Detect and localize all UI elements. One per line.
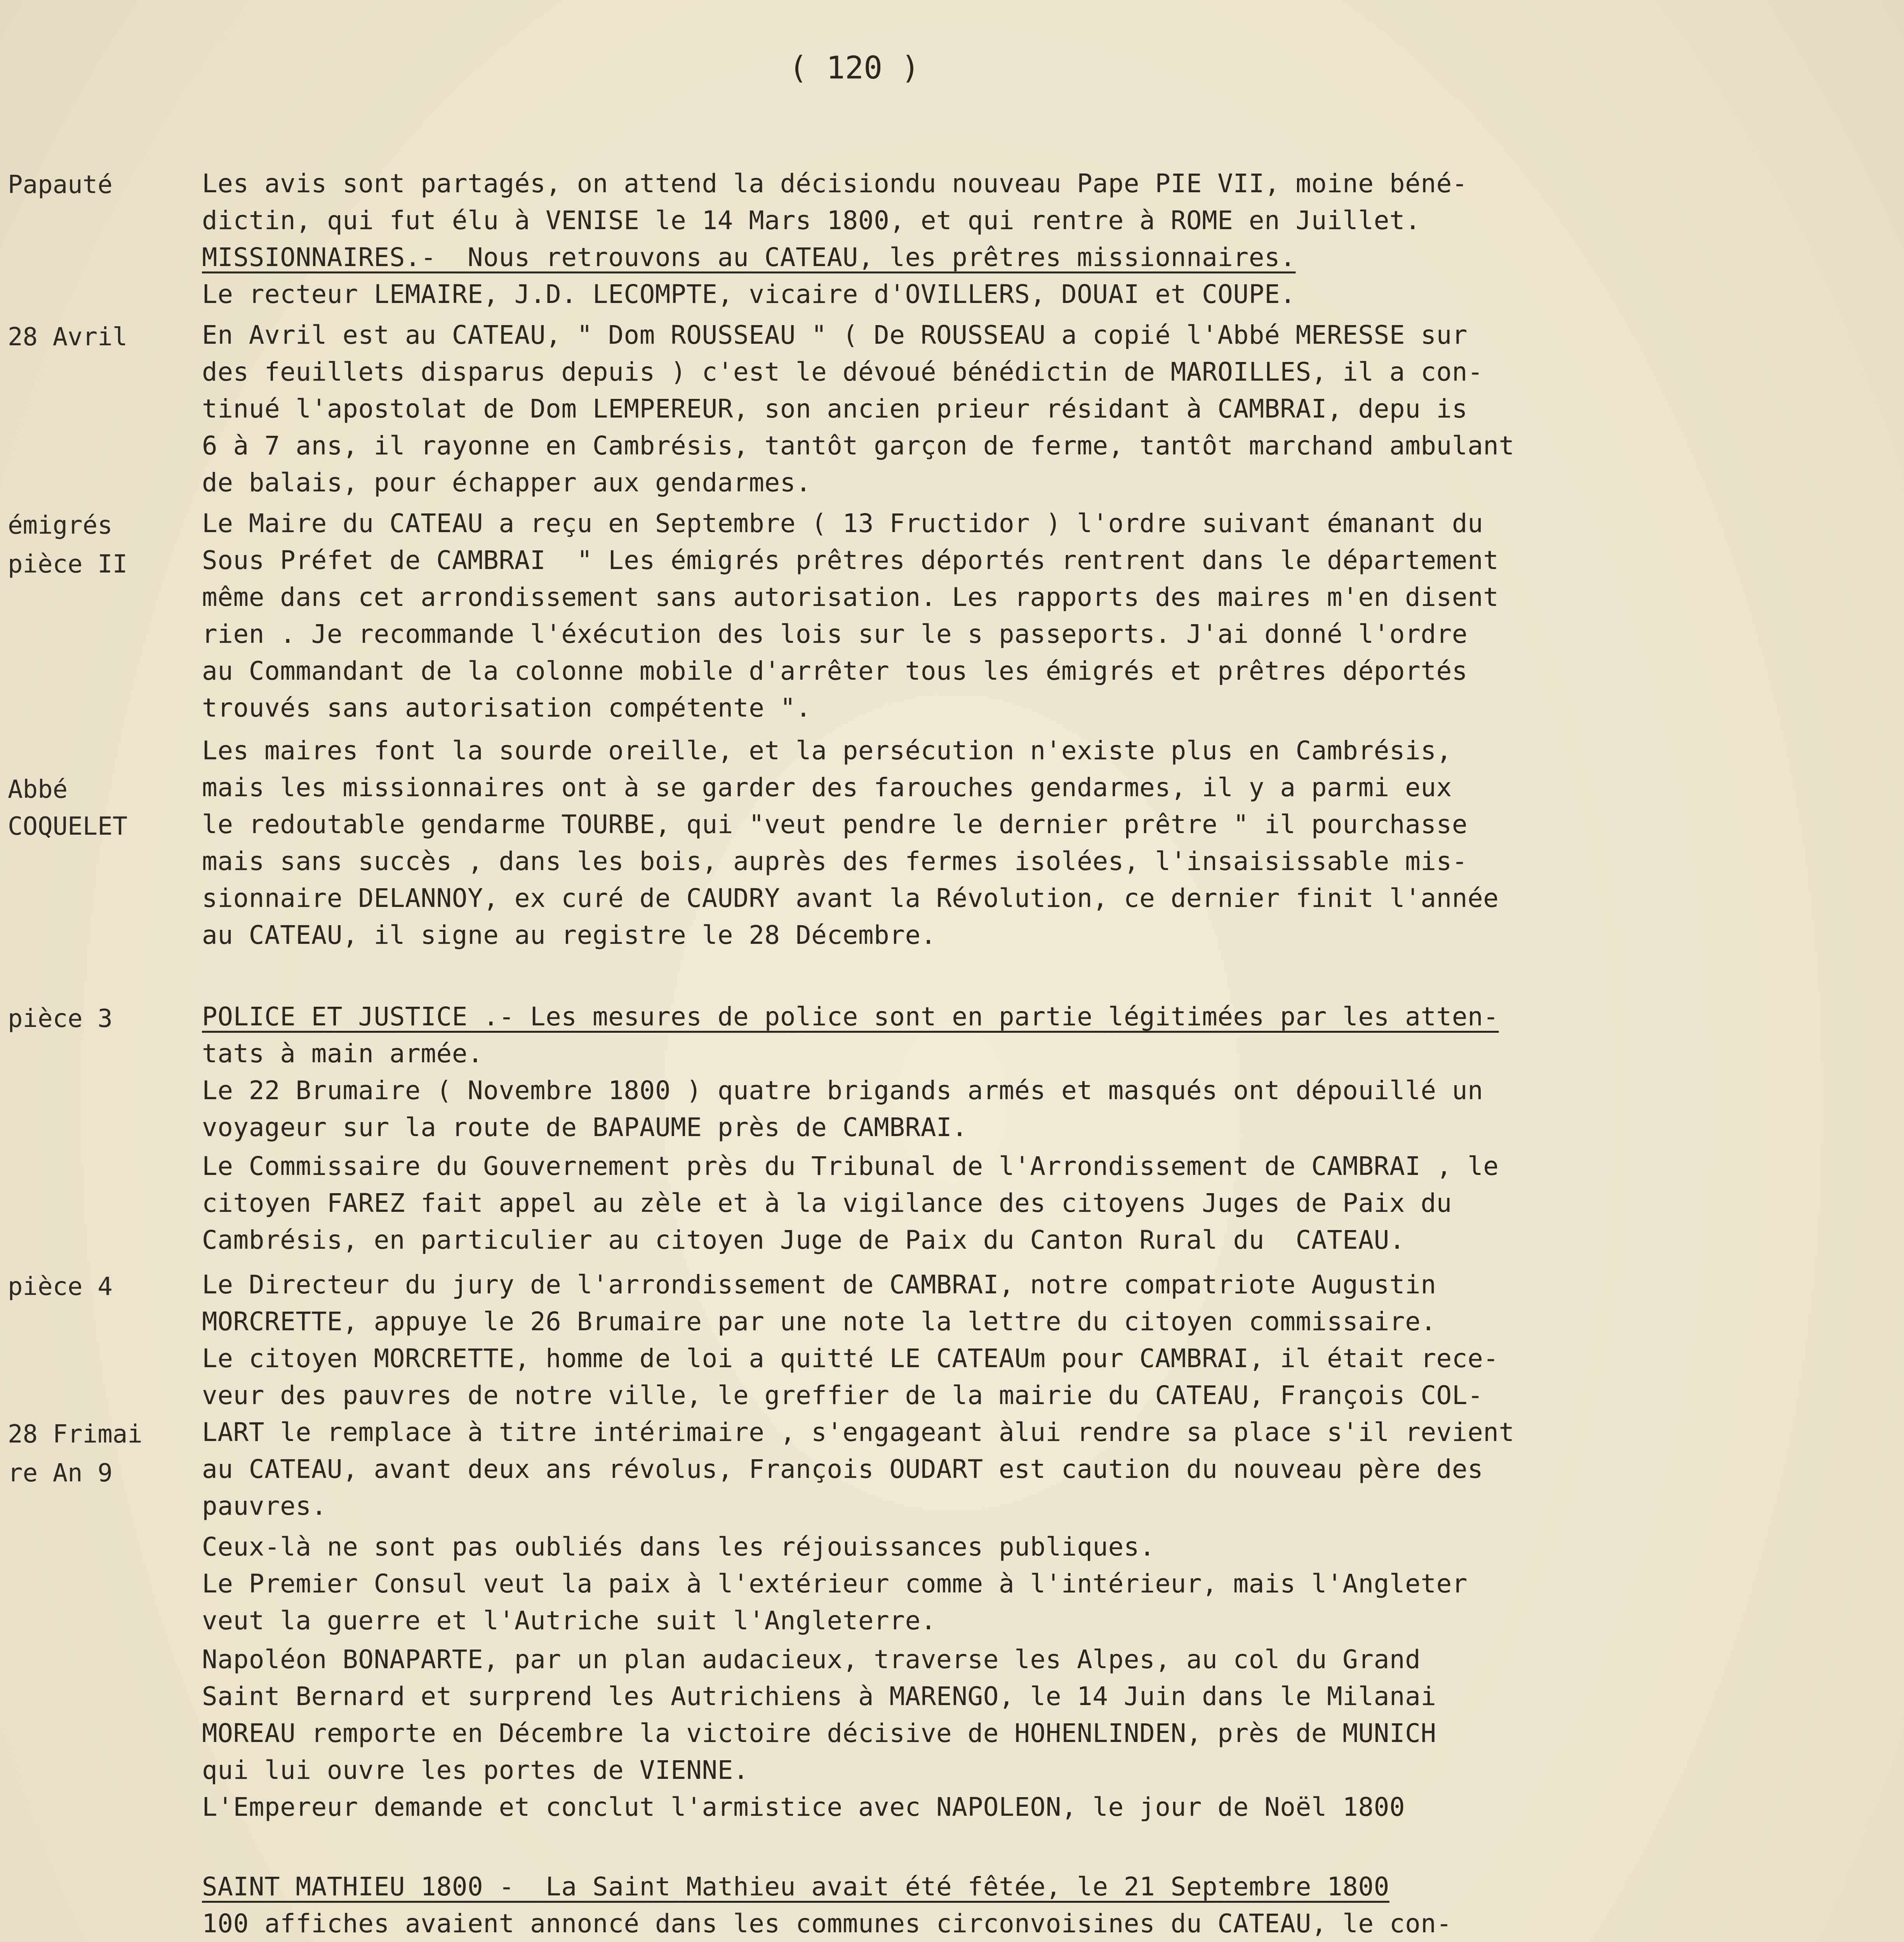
text-line: rien . Je recommande l'éxécution des lois sur le s passeports. J'ai donné l'ordre — [202, 619, 1468, 649]
text-line: le redoutable gendarme TOURBE, qui "veut pendre le dernier prêtre " il pourchasse — [202, 809, 1468, 839]
section-heading-missionnaires: MISSIONNAIRES.- Nous retrouvons au CATEAU, les prêtres missionnaires. — [202, 242, 1296, 272]
text-line: mais les missionnaires ont à se garder des farouches gendarmes, il y a parmi eux — [202, 773, 1452, 802]
text-line: Napoléon BONAPARTE, par un plan audacieux, traverse les Alpes, au col du Grand — [202, 1644, 1421, 1674]
text-line: mais sans succès , dans les bois, auprès des fermes isolées, l'insaisissable mis- — [202, 846, 1468, 876]
text-line: au Commandant de la colonne mobile d'arrêter tous les émigrés et prêtres déportés — [202, 656, 1468, 686]
margin-note-28-avril: 28 Avril — [8, 323, 128, 352]
text-line: L'Empereur demande et conclut l'armistice avec NAPOLEON, le jour de Noël 1800 — [202, 1792, 1405, 1822]
text-line: LART le remplace à titre intérimaire , s'engageant àlui rendre sa place s'il revient — [202, 1417, 1515, 1447]
margin-note-piece-4: pièce 4 — [8, 1272, 113, 1301]
text-line: En Avril est au CATEAU, " Dom ROUSSEAU " ( De ROUSSEAU a copié l'Abbé MERESSE sur — [202, 320, 1468, 350]
page-number: ( 120 ) — [789, 50, 920, 86]
margin-note-piece-3: pièce 3 — [8, 1004, 113, 1033]
margin-note-coquelet: COQUELET — [8, 812, 128, 841]
text-line: au CATEAU, avant deux ans révolus, François OUDART est caution du nouveau père des — [202, 1454, 1483, 1484]
text-line: sionnaire DELANNOY, ex curé de CAUDRY avant la Révolution, ce dernier finit l'année — [202, 883, 1499, 913]
text-line: voyageur sur la route de BAPAUME près de CAMBRAI. — [202, 1112, 968, 1142]
text-line: Le recteur LEMAIRE, J.D. LECOMPTE, vicaire d'OVILLERS, DOUAI et COUPE. — [202, 279, 1296, 309]
margin-note-papaute: Papauté — [8, 171, 113, 199]
text-line: Le citoyen MORCRETTE, homme de loi a quitté LE CATEAUm pour CAMBRAI, il était rece- — [202, 1343, 1499, 1373]
text-line: Les avis sont partagés, on attend la décisiondu nouveau Pape PIE VII, moine béné- — [202, 169, 1468, 198]
text-line: veut la guerre et l'Autriche suit l'Angleterre. — [202, 1606, 937, 1636]
text-line: veur des pauvres de notre ville, le greffier de la mairie du CATEAU, François COL- — [202, 1380, 1483, 1410]
margin-note-emigres: émigrés — [8, 511, 113, 540]
text-line: citoyen FAREZ fait appel au zèle et à la vigilance des citoyens Juges de Paix du — [202, 1188, 1452, 1218]
text-line: Saint Bernard et surprend les Autrichiens à MARENGO, le 14 Juin dans le Milanai — [202, 1681, 1436, 1711]
margin-note-abbe: Abbé — [8, 775, 68, 804]
margin-note-an-9: re An 9 — [8, 1459, 113, 1488]
text-line: Cambrésis, en particulier au citoyen Juge de Paix du Canton Rural du CATEAU. — [202, 1225, 1405, 1255]
text-line: des feuillets disparus depuis ) c'est le dévoué bénédictin de MAROILLES, il a con- — [202, 357, 1483, 387]
text-line: trouvés sans autorisation compétente ". — [202, 693, 812, 723]
text-line: tats à main armée. — [202, 1039, 483, 1068]
text-line: pauvres. — [202, 1491, 327, 1521]
text-line: Le 22 Brumaire ( Novembre 1800 ) quatre brigands armés et masqués ont dépouillé un — [202, 1075, 1483, 1105]
text-line: dictin, qui fut élu à VENISE le 14 Mars 1800, et qui rentre à ROME en Juillet. — [202, 205, 1421, 235]
margin-note-28-frimaire: 28 Frimai — [8, 1420, 143, 1449]
margin-note-piece-2: pièce II — [8, 550, 128, 579]
text-line: Le Premier Consul veut la paix à l'extérieur comme à l'intérieur, mais l'Angleter — [202, 1569, 1468, 1599]
text-line: Le Commissaire du Gouvernement près du Tribunal de l'Arrondissement de CAMBRAI , le — [202, 1151, 1499, 1181]
text-line: Ceux-là ne sont pas oubliés dans les réjouissances publiques. — [202, 1532, 1155, 1562]
text-line: même dans cet arrondissement sans autorisation. Les rapports des maires m'en disent — [202, 582, 1499, 612]
section-heading-police-justice: POLICE ET JUSTICE .- Les mesures de police sont en partie légitimées par les atten- — [202, 1002, 1499, 1032]
text-line: Le Maire du CATEAU a reçu en Septembre ( 13 Fructidor ) l'ordre suivant émanant du — [202, 508, 1483, 538]
text-line: Sous Préfet de CAMBRAI " Les émigrés prêtres déportés rentrent dans le département — [202, 545, 1499, 575]
text-line: Le Directeur du jury de l'arrondissement de CAMBRAI, notre compatriote Augustin — [202, 1270, 1436, 1300]
text-line: Les maires font la sourde oreille, et la persécution n'existe plus en Cambrésis, — [202, 736, 1452, 766]
text-line: au CATEAU, il signe au registre le 28 Décembre. — [202, 920, 937, 950]
text-line: 6 à 7 ans, il rayonne en Cambrésis, tantôt garçon de ferme, tantôt marchand ambulant — [202, 431, 1515, 461]
text-line: 100 affiches avaient annoncé dans les communes circonvoisines du CATEAU, le con- — [202, 1909, 1452, 1939]
text-line: tinué l'apostolat de Dom LEMPEREUR, son ancien prieur résidant à CAMBRAI, depu is — [202, 394, 1468, 424]
text-line: de balais, pour échapper aux gendarmes. — [202, 468, 812, 498]
text-line: MORCRETTE, appuye le 26 Brumaire par une note la lettre du citoyen commissaire. — [202, 1307, 1436, 1336]
text-line: qui lui ouvre les portes de VIENNE. — [202, 1755, 749, 1785]
section-heading-saint-mathieu: SAINT MATHIEU 1800 - La Saint Mathieu avait été fêtée, le 21 Septembre 1800 — [202, 1872, 1389, 1902]
text-line: MOREAU remporte en Décembre la victoire décisive de HOHENLINDEN, près de MUNICH — [202, 1718, 1436, 1748]
